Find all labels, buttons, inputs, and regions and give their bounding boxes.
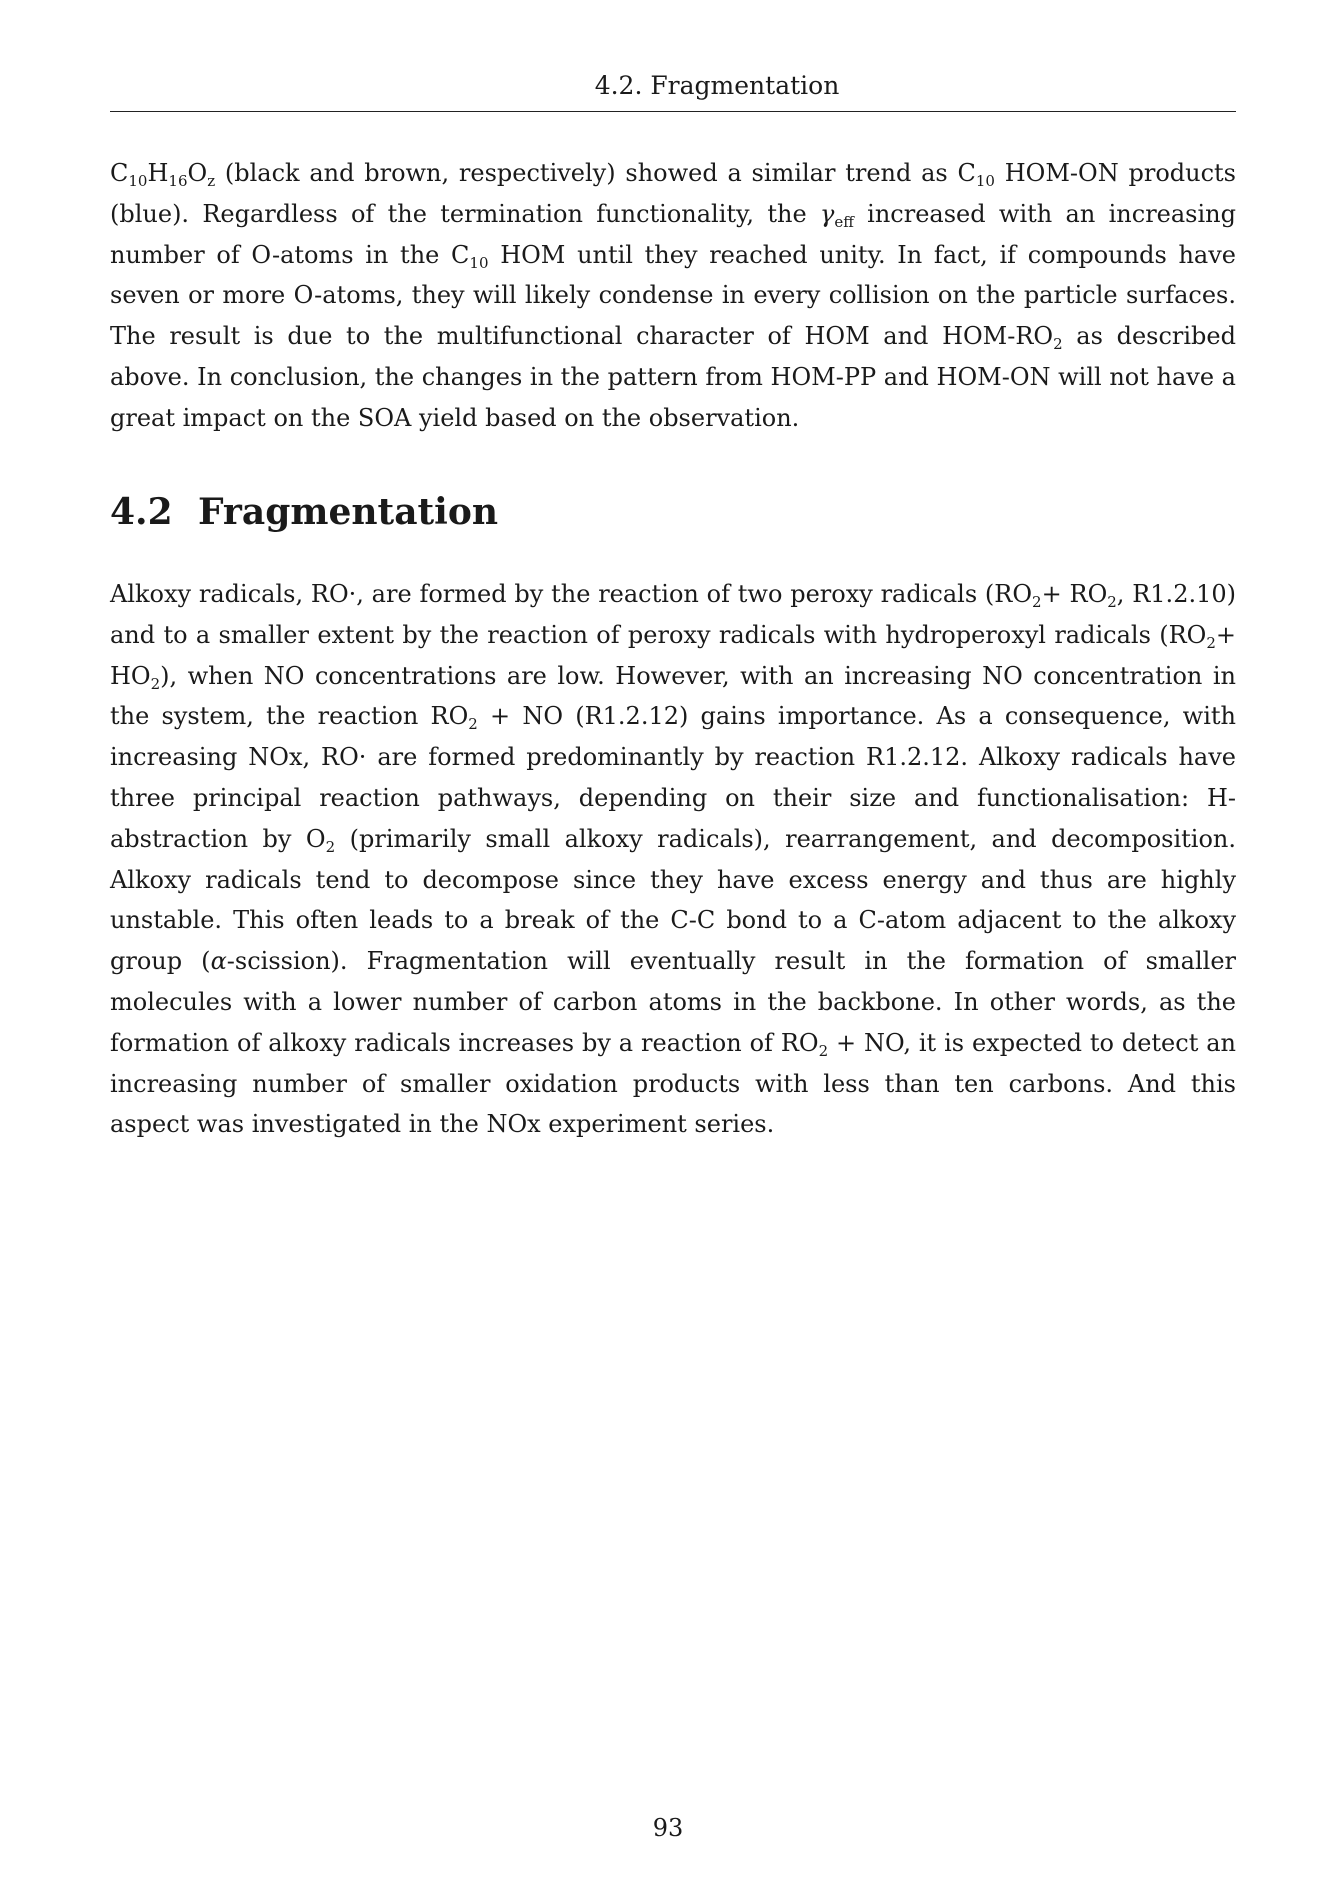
alpha-symbol: α bbox=[210, 947, 227, 976]
paragraph-hom-trend bbox=[110, 153, 1236, 439]
subscript: 2 bbox=[325, 837, 336, 856]
text-run: + HO bbox=[110, 620, 1236, 690]
text-run: HOM-ON products (blue). Regardless of the termination functionality, the bbox=[110, 159, 1237, 228]
subscript: 10 bbox=[975, 172, 995, 190]
text-run: C bbox=[110, 159, 129, 187]
text-run: O bbox=[187, 159, 208, 187]
subscript: 2 bbox=[468, 715, 478, 734]
section-heading bbox=[110, 488, 1236, 536]
subscript: z bbox=[207, 172, 216, 190]
paragraph-alkoxy-radicals bbox=[110, 574, 1236, 1145]
text-run: H bbox=[147, 159, 169, 187]
text-run: , R1.2.10) and to a smaller extent by the reaction of peroxy radicals with hydroperoxyl radicals (RO bbox=[110, 580, 1236, 649]
subscript: 2 bbox=[1206, 633, 1216, 652]
running-header-title: 4.2. Fragmentation bbox=[594, 71, 840, 100]
section-title: Fragmentation bbox=[198, 491, 499, 533]
page-number: 93 bbox=[652, 1814, 684, 1842]
text-run: HOM until they reached unity. In fact, if compounds have seven or more O-atoms, they will likely condense in every collision on the particle surfaces. The result is due to the multifunctional character of HOM and HOM-RO bbox=[110, 240, 1236, 351]
subscript: 2 bbox=[1107, 593, 1117, 611]
text-run: -scission). Fragmentation will eventually result in the formation of smaller molecules with a lower number of carbon atoms in the backbone. In other words, as the formation of alkoxy radicals increases by a reaction of RO bbox=[110, 947, 1236, 1057]
text-run: (black and brown, respectively) showed a similar trend as C bbox=[215, 159, 976, 187]
text-run: as described above. In conclusion, the changes in the pattern from HOM-PP and HOM-ON will not have a great impact on the SOA yield based on the observation. bbox=[110, 322, 1236, 432]
text-run: (primarily small alkoxy radicals), rearrangement, and decomposition. Alkoxy radicals tend to decompose since they have excess energy and thus are highly unstable. This often leads to a break of the C-C bond to a C-atom adjacent to the alkoxy group ( bbox=[110, 824, 1237, 976]
text-run: + NO (R1.2.12) gains importance. As a consequence, with increasing NOx, RO· are formed predominantly by reaction R1.2.12. Alkoxy radicals have three principal reaction pathways, depending on their size and functionalisation: H-abstraction by O bbox=[110, 702, 1237, 853]
subscript: eff bbox=[834, 212, 854, 231]
gamma-symbol: γ bbox=[819, 199, 835, 228]
text-run: ), when NO concentrations are low. However, with an increasing NO concentration in the system, the reaction RO bbox=[110, 661, 1236, 731]
subscript: 10 bbox=[469, 253, 489, 272]
running-header bbox=[110, 70, 1236, 112]
text-run: + NO, it is expected to detect an increasing number of smaller oxidation products with less than ten carbons. And this aspect was investigated in the NOx experiment series. bbox=[110, 1028, 1237, 1139]
text-run: Alkoxy radicals, RO·, are formed by the reaction of two peroxy radicals (RO bbox=[110, 580, 1033, 608]
subscript: 2 bbox=[150, 674, 161, 693]
subscript: 2 bbox=[1032, 593, 1042, 611]
subscript: 2 bbox=[818, 1041, 829, 1060]
subscript: 2 bbox=[1053, 335, 1063, 354]
subscript: 10 bbox=[128, 172, 148, 190]
text-run: + RO bbox=[1041, 580, 1108, 608]
subscript: 16 bbox=[168, 172, 188, 190]
text-run: increased with an increasing number of O-atoms in the C bbox=[110, 199, 1236, 269]
section-number: 4.2 bbox=[110, 491, 173, 533]
